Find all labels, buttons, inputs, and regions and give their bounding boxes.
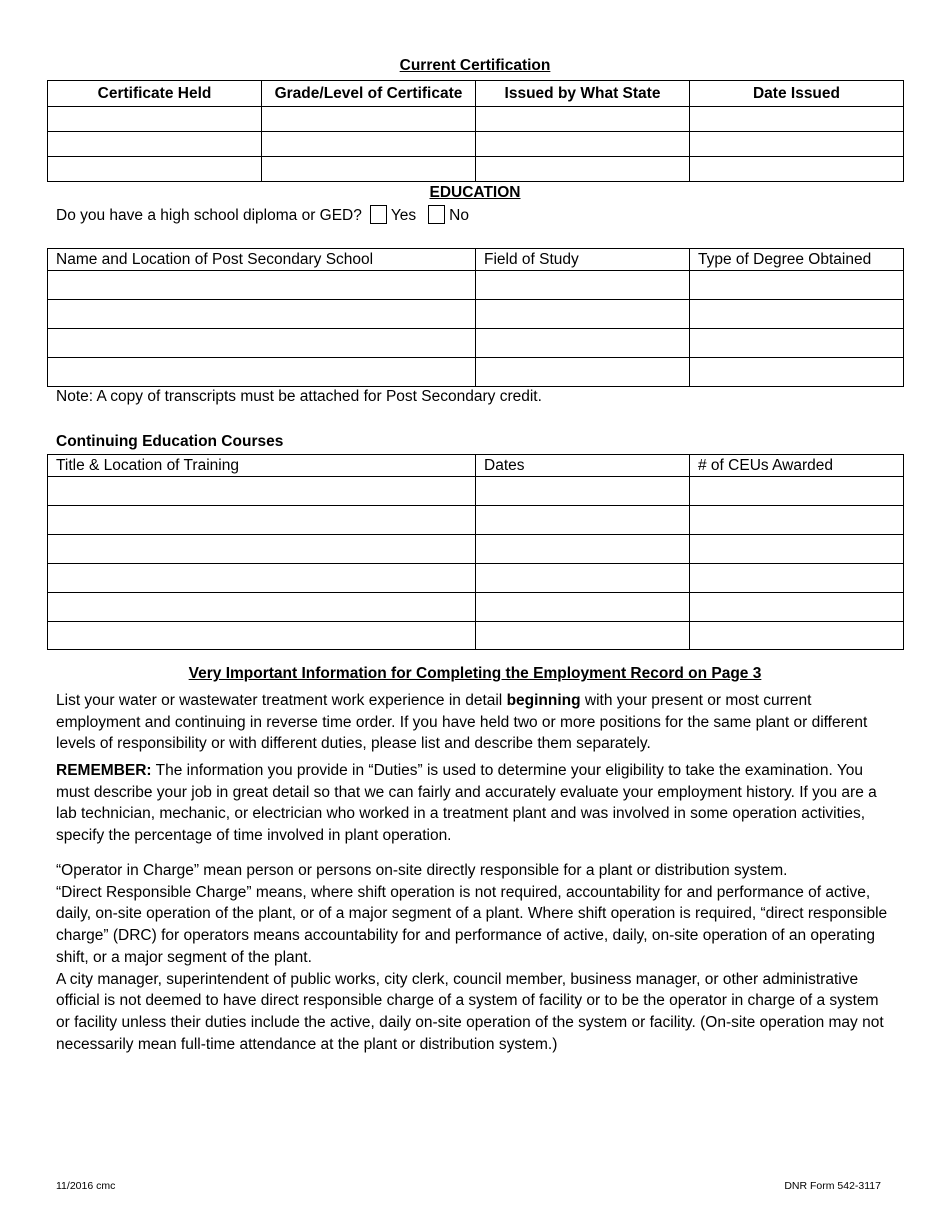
field-of-study-field[interactable] xyxy=(476,358,690,387)
degree-type-field[interactable] xyxy=(690,358,904,387)
no-checkbox[interactable] xyxy=(428,205,445,224)
important-info-title: Very Important Information for Completing the Employment Record on Page 3 xyxy=(188,665,762,682)
direct-responsible-charge-text: “Direct Responsible Charge” means, where shift operation is not required, accountability for and performance of active, daily, on-site operation of the plant, or of a major segment of a plant. Where shift operation is required, “direct responsible charge” (DRC) for operators means accountability for and performance of active, daily, on-site operation of an operating shift, or a major segment of the plant. xyxy=(56,883,888,966)
info-paragraph-2 xyxy=(56,760,896,847)
dates-field[interactable] xyxy=(476,506,690,535)
training-title-field[interactable] xyxy=(48,622,476,650)
info-paragraph-1 xyxy=(56,690,896,755)
education-title: EDUCATION xyxy=(429,184,521,201)
date-issued-field[interactable] xyxy=(690,157,904,182)
header-school-name: Name and Location of Post Secondary School xyxy=(48,249,476,271)
certificate-held-field[interactable] xyxy=(48,157,262,182)
certificate-held-field[interactable] xyxy=(48,132,262,157)
info-p1-start: List your water or wastewater treatment work experience in detail xyxy=(56,692,507,709)
table-row xyxy=(48,300,904,329)
degree-type-field[interactable] xyxy=(690,300,904,329)
training-title-field[interactable] xyxy=(48,506,476,535)
dates-field[interactable] xyxy=(476,622,690,650)
issued-state-field[interactable] xyxy=(476,132,690,157)
dates-field[interactable] xyxy=(476,535,690,564)
header-dates: Dates xyxy=(476,455,690,477)
issued-state-field[interactable] xyxy=(476,107,690,132)
header-issued-state: Issued by What State xyxy=(476,81,690,107)
header-ceus: # of CEUs Awarded xyxy=(690,455,904,477)
table-row xyxy=(48,564,904,593)
table-row xyxy=(48,535,904,564)
certificate-held-field[interactable] xyxy=(48,107,262,132)
table-row xyxy=(48,622,904,650)
degree-type-field[interactable] xyxy=(690,329,904,358)
dates-field[interactable] xyxy=(476,477,690,506)
ceus-field[interactable] xyxy=(690,477,904,506)
field-of-study-field[interactable] xyxy=(476,329,690,358)
school-name-field[interactable] xyxy=(48,329,476,358)
info-p1-end: with your present or most current employment and continuing in reverse time order. If you have held two or more positions for the same plant or different levels of responsibility or with different duties, please list and describe them separately. xyxy=(56,692,868,753)
remember-label: REMEMBER: xyxy=(56,762,152,779)
header-date-issued: Date Issued xyxy=(690,81,904,107)
administrative-official-text: A city manager, superintendent of public works, city clerk, council member, business manager, or other administrative official is not deemed to have direct responsible charge of a system of facility or to be the operator in charge of a system or facility unless their duties include the active, daily on-site operation of the system or facility. (On-site operation may not necessarily mean full-time attendance at the plant or distribution system.) xyxy=(56,970,884,1053)
continuing-education-title: Continuing Education Courses xyxy=(56,433,284,450)
ceus-field[interactable] xyxy=(690,535,904,564)
certification-table xyxy=(47,80,904,182)
certification-header-row xyxy=(48,81,904,107)
footer-form-number: DNR Form 542-3117 xyxy=(784,1180,881,1192)
grade-level-field[interactable] xyxy=(262,132,476,157)
footer-date: 11/2016 cmc xyxy=(56,1180,116,1192)
yes-checkbox[interactable] xyxy=(370,205,387,224)
table-row xyxy=(48,506,904,535)
dates-field[interactable] xyxy=(476,593,690,622)
date-issued-field[interactable] xyxy=(690,107,904,132)
info-p1-bold: beginning xyxy=(506,692,581,709)
dates-field[interactable] xyxy=(476,564,690,593)
school-name-field[interactable] xyxy=(48,271,476,300)
ceus-field[interactable] xyxy=(690,622,904,650)
header-field-of-study: Field of Study xyxy=(476,249,690,271)
grade-level-field[interactable] xyxy=(262,157,476,182)
post-secondary-header-row xyxy=(48,249,904,271)
header-degree-type: Type of Degree Obtained xyxy=(690,249,904,271)
field-of-study-field[interactable] xyxy=(476,271,690,300)
grade-level-field[interactable] xyxy=(262,107,476,132)
issued-state-field[interactable] xyxy=(476,157,690,182)
diploma-question: Do you have a high school diploma or GED? xyxy=(56,207,362,224)
transcript-note: Note: A copy of transcripts must be attached for Post Secondary credit. xyxy=(56,388,542,405)
school-name-field[interactable] xyxy=(48,358,476,387)
table-row xyxy=(48,329,904,358)
field-of-study-field[interactable] xyxy=(476,300,690,329)
table-row xyxy=(48,132,904,157)
ceus-field[interactable] xyxy=(690,506,904,535)
training-title-field[interactable] xyxy=(48,535,476,564)
operator-in-charge-text: “Operator in Charge” mean person or persons on-site directly responsible for a plant or distribution system. xyxy=(56,862,788,879)
yes-label: Yes xyxy=(390,207,417,224)
info-paragraph-3 xyxy=(56,860,896,1055)
ceus-field[interactable] xyxy=(690,564,904,593)
degree-type-field[interactable] xyxy=(690,271,904,300)
remember-text: The information you provide in “Duties” is used to determine your eligibility to take the examination. You must describe your job in great detail so that we can fairly and accurately evaluate your employment history. If you are a lab technician, mechanic, or electrician who worked in a treatment plant and was involved in some operation activities, specify the percentage of time involved in plant operation. xyxy=(56,762,877,845)
certification-title: Current Certification xyxy=(399,57,551,74)
continuing-header-row xyxy=(48,455,904,477)
header-training-title: Title & Location of Training xyxy=(48,455,476,477)
post-secondary-table xyxy=(47,248,904,387)
table-row xyxy=(48,107,904,132)
training-title-field[interactable] xyxy=(48,564,476,593)
training-title-field[interactable] xyxy=(48,477,476,506)
school-name-field[interactable] xyxy=(48,300,476,329)
table-row xyxy=(48,157,904,182)
diploma-question-row xyxy=(56,205,469,225)
training-title-field[interactable] xyxy=(48,593,476,622)
continuing-education-table xyxy=(47,454,904,650)
table-row xyxy=(48,477,904,506)
table-row xyxy=(48,358,904,387)
ceus-field[interactable] xyxy=(690,593,904,622)
table-row xyxy=(48,271,904,300)
date-issued-field[interactable] xyxy=(690,132,904,157)
no-label: No xyxy=(449,207,469,224)
table-row xyxy=(48,593,904,622)
header-grade-level: Grade/Level of Certificate xyxy=(262,81,476,107)
header-certificate-held: Certificate Held xyxy=(48,81,262,107)
